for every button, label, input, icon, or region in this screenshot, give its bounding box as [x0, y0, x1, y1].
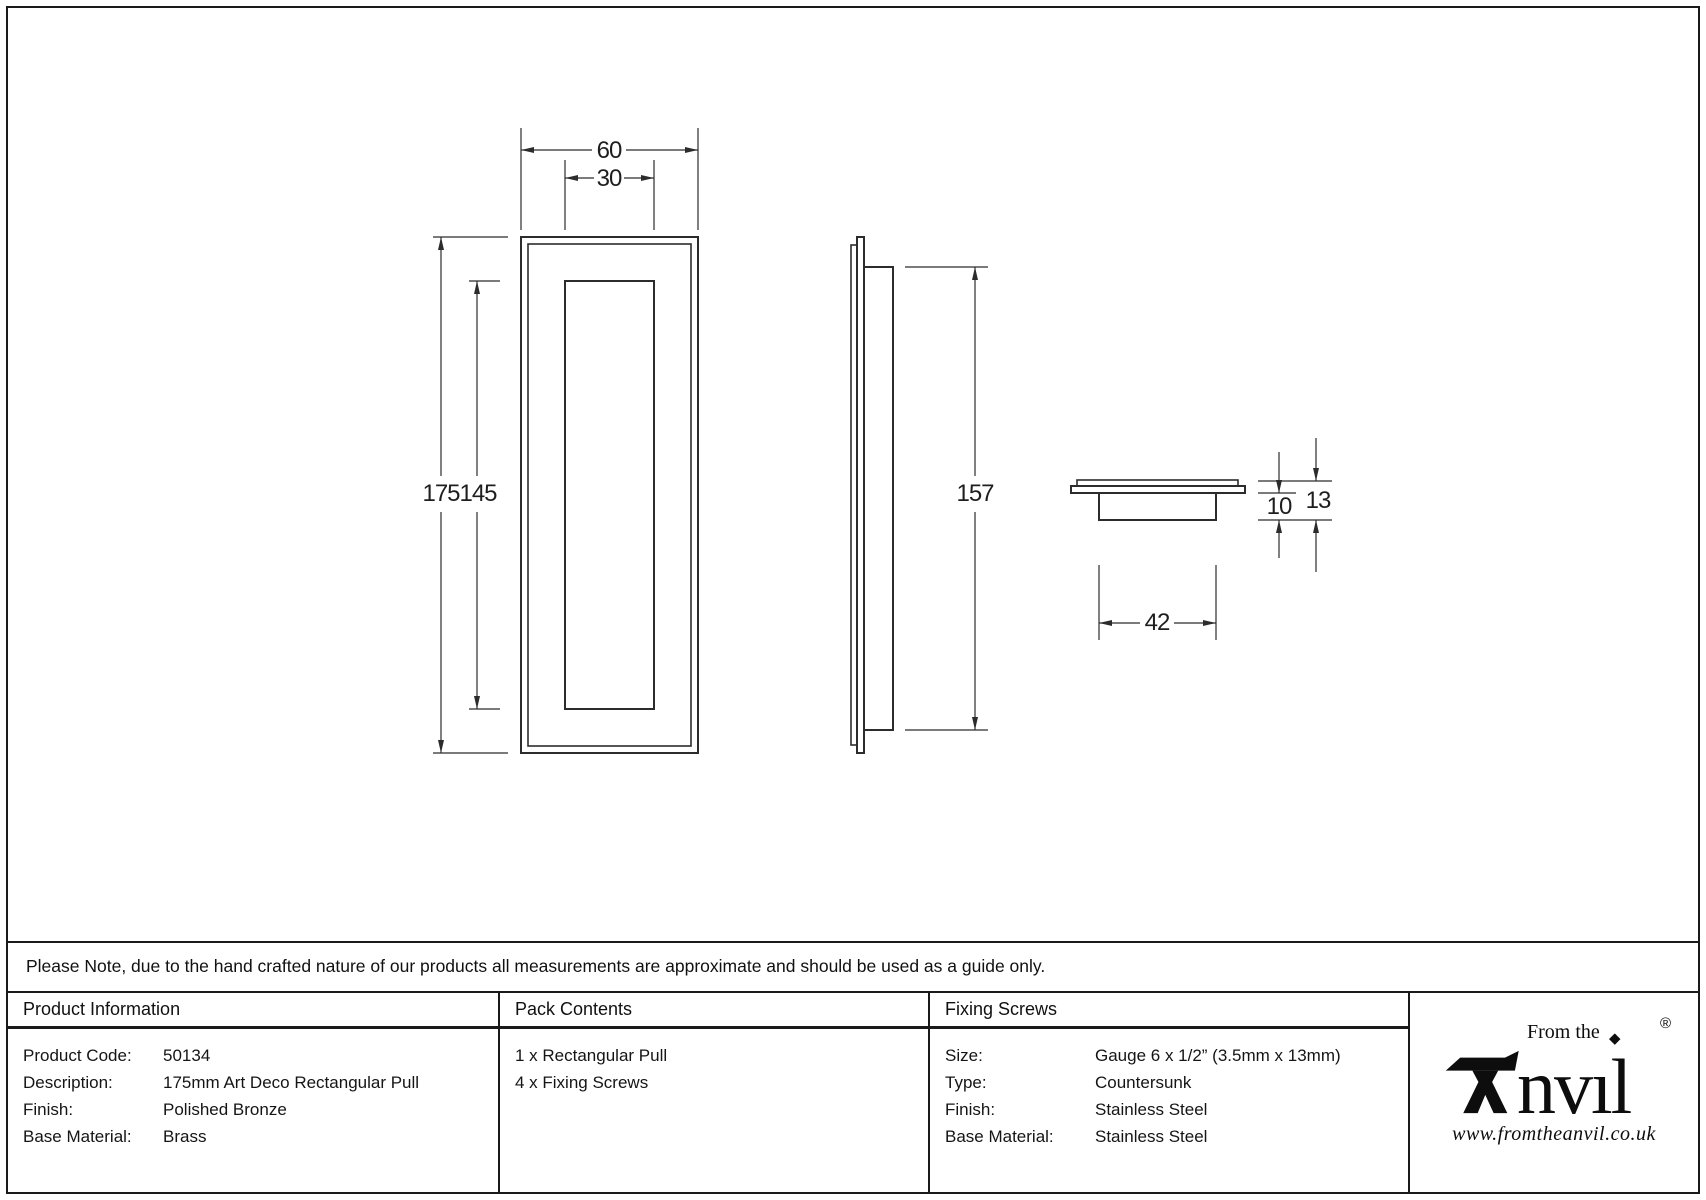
anvil-logo	[1445, 1015, 1671, 1131]
dim-front-inner-width: 30	[596, 165, 622, 192]
anvil-icon	[1445, 1047, 1521, 1117]
pack-item: 4 x Fixing Screws	[515, 1073, 649, 1092]
brand-name: nvıl	[1517, 1043, 1631, 1131]
row-value: Countersunk	[1095, 1073, 1192, 1092]
row-value: 50134	[163, 1046, 211, 1065]
dim-front-inner-height: 145	[459, 480, 497, 507]
dim-overall-depth: 13	[1305, 487, 1331, 514]
front-view	[521, 237, 698, 753]
info-table	[8, 991, 1698, 1192]
row-value: Stainless Steel	[1095, 1127, 1208, 1146]
brand-column	[1408, 993, 1698, 1192]
website-url: www.fromtheanvil.co.uk	[1452, 1123, 1656, 1145]
product-information-column	[8, 993, 498, 1192]
dim-front-height: 175	[422, 480, 460, 507]
row-label: Base Material:	[23, 1127, 132, 1146]
section-view	[1071, 480, 1245, 520]
table-row	[930, 1096, 1408, 1123]
row-label: Product Code:	[23, 1046, 132, 1065]
fixing-screws-column	[928, 993, 1408, 1192]
table-row	[8, 1042, 498, 1069]
row-label: Type:	[945, 1073, 987, 1092]
note-row	[8, 941, 1698, 989]
row-label: Base Material:	[945, 1127, 1054, 1146]
pack-contents-header: Pack Contents	[500, 993, 928, 1029]
row-value: 175mm Art Deco Rectangular Pull	[163, 1073, 420, 1092]
row-value: Polished Bronze	[163, 1100, 287, 1119]
registered-mark: ®	[1659, 1015, 1671, 1032]
sheet-border	[6, 6, 1700, 1194]
table-row	[930, 1069, 1408, 1096]
table-row	[8, 1123, 498, 1150]
note-text: Please Note, due to the hand crafted nature of our products all measurements are approximate and should be used as a guide only.	[26, 955, 1046, 976]
table-row	[930, 1123, 1408, 1150]
dim-side-height: 157	[956, 480, 994, 507]
product-information-header: Product Information	[8, 993, 498, 1029]
dimension-labels	[422, 137, 1331, 636]
row-label: Description:	[23, 1073, 113, 1092]
brand-tagline: From the	[1527, 1021, 1600, 1043]
fixing-screws-header: Fixing Screws	[930, 993, 1408, 1029]
dim-recess-depth: 10	[1266, 493, 1292, 520]
table-row	[8, 1069, 498, 1096]
table-row	[930, 1042, 1408, 1069]
row-label: Finish:	[23, 1100, 74, 1119]
dim-recess-width: 42	[1144, 609, 1170, 636]
side-view	[851, 237, 893, 753]
i-dot-diamond-icon: ◆	[1609, 1030, 1621, 1047]
pack-item: 1 x Rectangular Pull	[515, 1046, 668, 1065]
section-view-dimensions	[1099, 438, 1332, 640]
technical-drawing	[8, 8, 1698, 941]
row-label: Size:	[945, 1046, 983, 1065]
row-value: Stainless Steel	[1095, 1100, 1208, 1119]
dim-front-width: 60	[596, 137, 622, 164]
row-value: Brass	[163, 1127, 207, 1146]
pack-contents-column	[498, 993, 928, 1192]
table-row	[8, 1096, 498, 1123]
row-label: Finish:	[945, 1100, 996, 1119]
row-value: Gauge 6 x 1/2” (3.5mm x 13mm)	[1095, 1046, 1341, 1065]
